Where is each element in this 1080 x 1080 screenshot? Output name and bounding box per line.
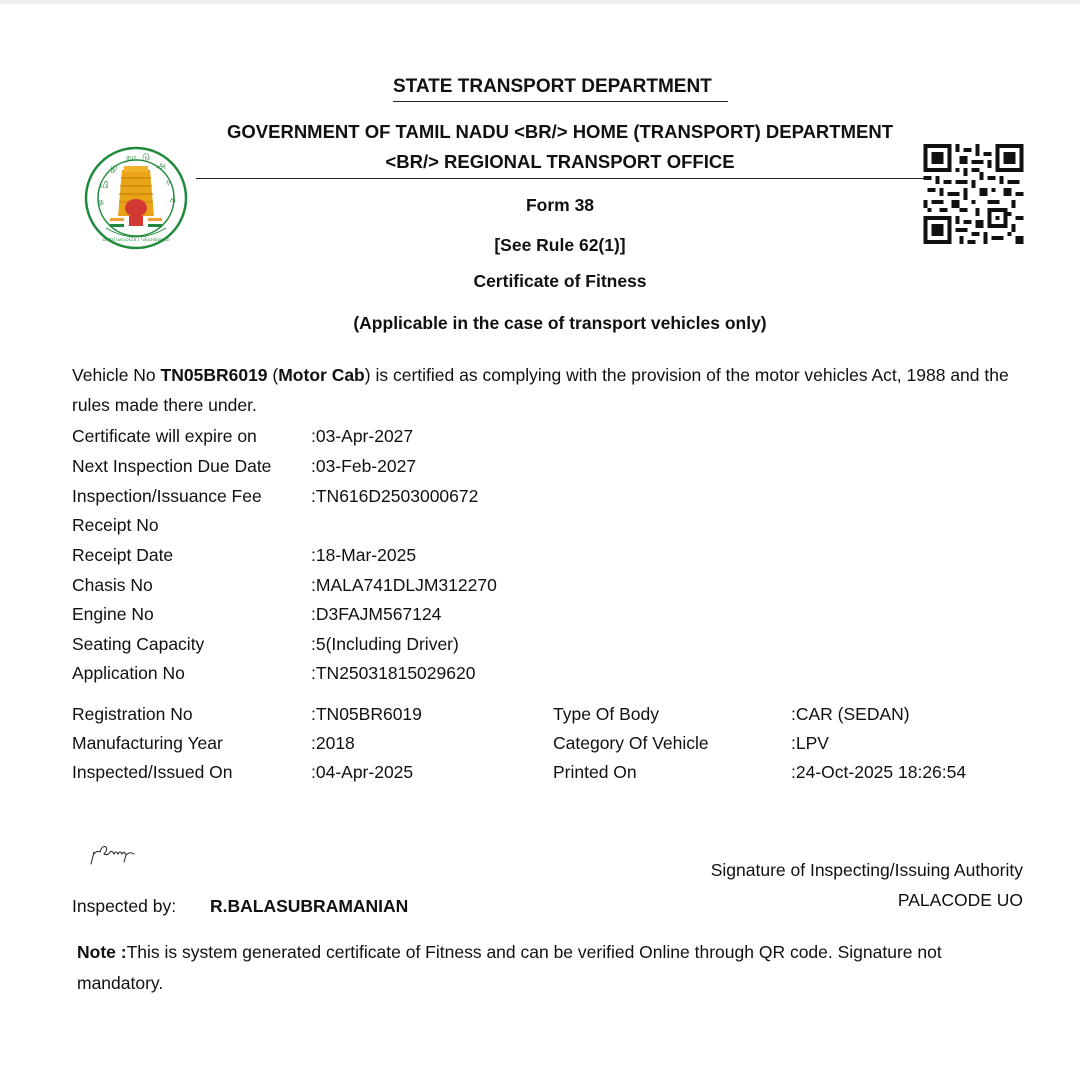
inspected-by-label: Inspected by: (72, 896, 177, 916)
issuing-office: PALACODE UO (897, 890, 1023, 910)
grid-value: :LPV (791, 733, 829, 753)
detail-value: :D3FAJM567124 (311, 604, 442, 624)
qr-code-icon[interactable] (922, 144, 1025, 244)
svg-text:ழ: ழ (110, 163, 118, 173)
intro-suffix: ) is certified as complying with the provision of the motor vehicles Act, 1988 and the rules made there under. (72, 365, 1009, 415)
department-title: STATE TRANSPORT DEPARTMENT (393, 76, 712, 97)
intro-paren: ( (267, 365, 279, 385)
top-bar (0, 0, 1080, 4)
certificate-title: Certificate of Fitness (473, 271, 647, 291)
government-heading-line2: <BR/> REGIONAL TRANSPORT OFFICE (385, 151, 735, 172)
detail-label: Receipt No (72, 515, 159, 535)
svg-text:த: த (98, 197, 104, 207)
grid-label: Manufacturing Year (72, 733, 223, 753)
signature-authority-label: Signature of Inspecting/Issuing Authority (710, 860, 1023, 880)
detail-label: Inspection/Issuance Fee (72, 486, 262, 506)
note-text: This is system generated certificate of Fitness and can be verified Online through QR code. Signature not mandatory. (77, 942, 942, 993)
detail-value: :MALA741DLJM312270 (311, 575, 497, 595)
svg-text:அ: அ (156, 161, 167, 171)
detail-label: Next Inspection Due Date (72, 456, 272, 476)
detail-label: Application No (72, 663, 185, 683)
detail-label: Engine No (72, 604, 154, 624)
grid-value: :TN05BR6019 (311, 704, 422, 724)
svg-text:ர: ர (166, 177, 171, 187)
grid-label: Printed On (553, 762, 637, 782)
detail-label: Receipt Date (72, 545, 174, 565)
detail-label: Certificate will expire on (72, 426, 257, 446)
inspector-signature-icon (88, 842, 148, 866)
svg-text:வாய்மையே வெல்லும்: வாய்மையே வெல்லும் (102, 235, 170, 243)
detail-value: :TN616D2503000672 (311, 486, 479, 506)
detail-label: Seating Capacity (72, 634, 205, 654)
certification-statement (72, 360, 1022, 420)
detail-value: :03-Feb-2027 (311, 456, 417, 476)
footer-note (77, 937, 1027, 999)
vehicle-number: TN05BR6019 (160, 365, 268, 385)
department-title-underline (393, 101, 728, 102)
svg-text:நா: நா (126, 153, 137, 163)
grid-label: Inspected/Issued On (72, 762, 233, 782)
vehicle-class: Motor Cab (278, 365, 365, 385)
intro-prefix: Vehicle No (72, 365, 161, 385)
grid-value: :2018 (311, 733, 355, 753)
grid-value: :CAR (SEDAN) (791, 704, 910, 724)
government-heading-line1: GOVERNMENT OF TAMIL NADU <BR/> HOME (TRANSPORT) DEPARTMENT (227, 121, 893, 142)
tamil-nadu-emblem-icon (84, 146, 188, 250)
grid-label: Type Of Body (553, 704, 660, 724)
applicability-note: (Applicable in the case of transport vehicles only) (353, 313, 767, 333)
detail-value: :TN25031815029620 (311, 663, 476, 683)
grid-value: :24-Oct-2025 18:26:54 (791, 762, 967, 782)
detail-value: :5(Including Driver) (311, 634, 459, 654)
svg-text:சு: சு (170, 195, 176, 205)
detail-value: :18-Mar-2025 (311, 545, 417, 565)
header-divider (196, 178, 926, 179)
grid-value: :04-Apr-2025 (311, 762, 414, 782)
detail-value: :03-Apr-2027 (311, 426, 414, 446)
grid-label: Registration No (72, 704, 193, 724)
note-label: Note : (77, 942, 127, 962)
detail-label: Chasis No (72, 575, 153, 595)
inspector-name: R.BALASUBRAMANIAN (210, 896, 409, 916)
grid-label: Category Of Vehicle (553, 733, 709, 753)
svg-text:மி: மி (100, 181, 109, 191)
rule-reference: [See Rule 62(1)] (494, 235, 626, 255)
svg-text:டு: டு (142, 153, 151, 163)
form-number: Form 38 (525, 195, 595, 215)
